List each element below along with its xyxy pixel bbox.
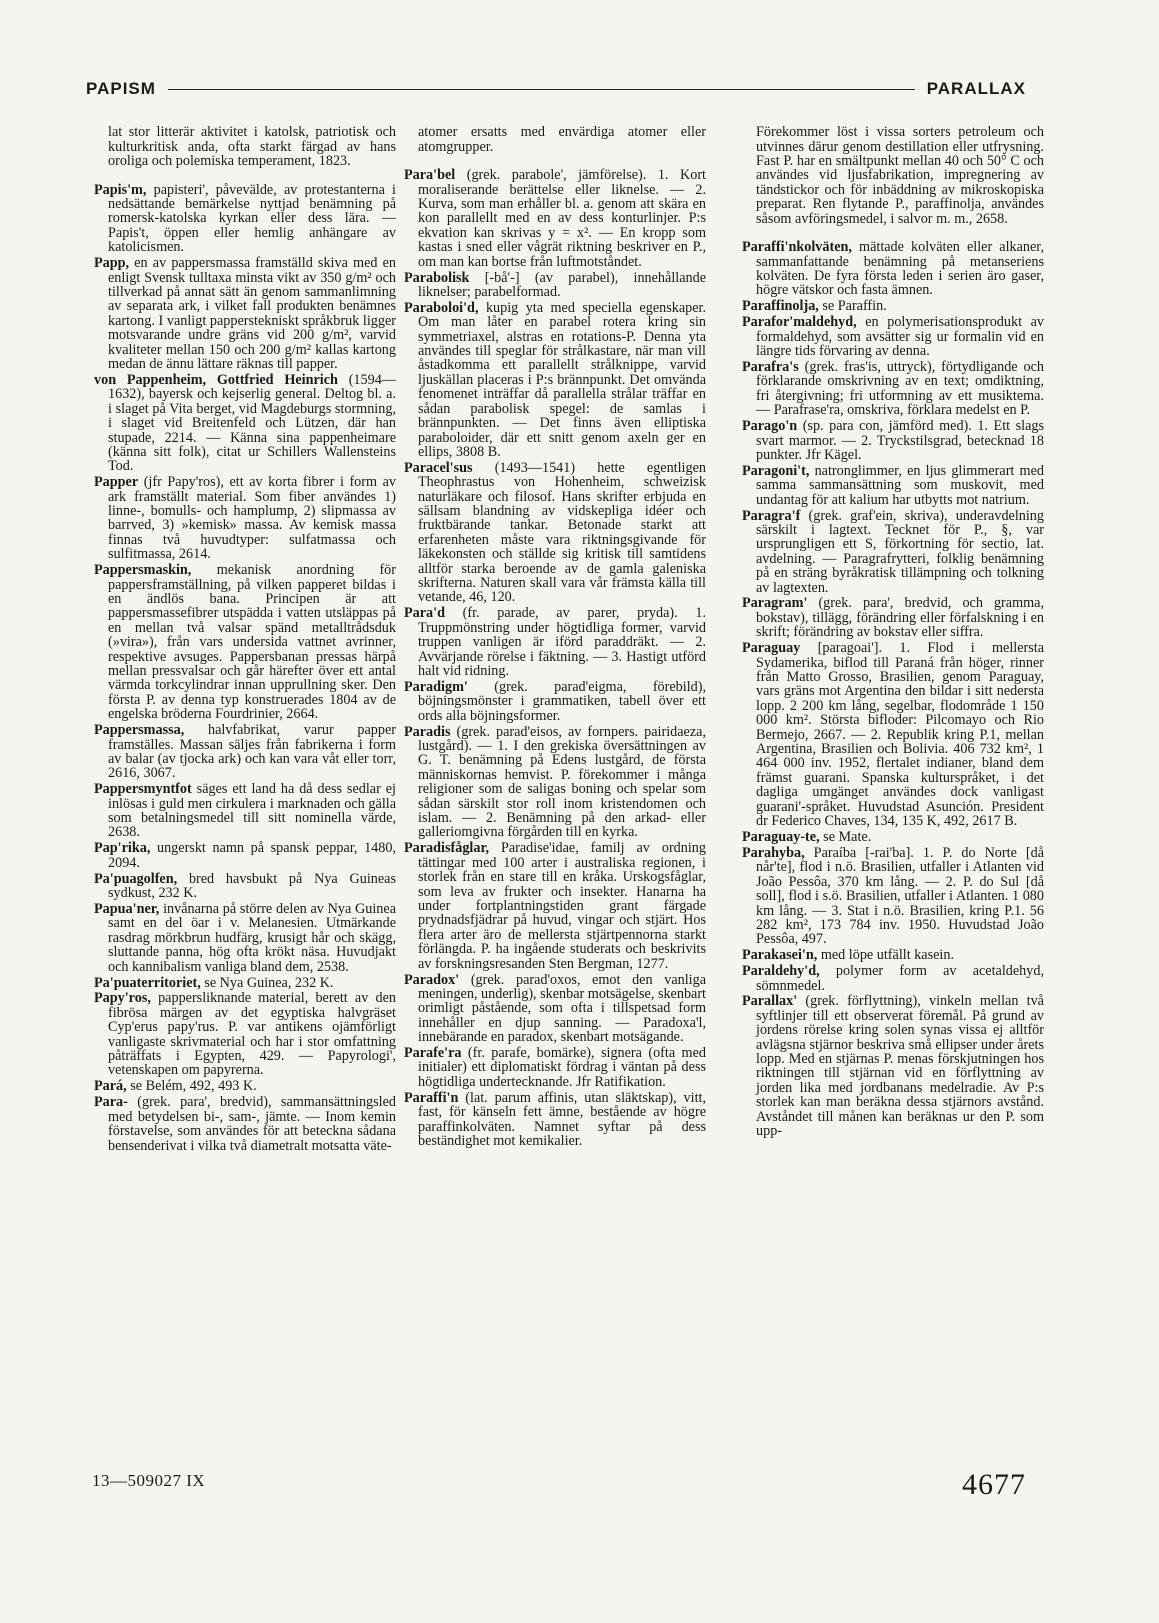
dictionary-entry <box>742 994 1044 1138</box>
running-header <box>86 76 1026 102</box>
entry-headword: Pa'puaterritoriet, <box>94 974 201 991</box>
entry-headword: Parallax' <box>742 993 798 1010</box>
entry-headword: Papy'ros, <box>94 990 151 1007</box>
dictionary-entry <box>742 596 1044 639</box>
entry-text: säges ett land ha då dess sedlar ej inlösas i guld men cirkulera i marknaden och gälla som betalningsmedel till sitt nominella värde, 2638. <box>108 781 396 841</box>
entry-headword: Paradis <box>404 723 451 740</box>
dictionary-entry <box>742 419 1044 462</box>
entry-text: (fr. parade, av parer, pryda). 1. Truppmönstring under högtidliga former, varvid truppen vanligen är iförd paraddräkt. — 2. Avvärjande rörelse i fäktning. — 3. Hastigt utförd halt vid ridning. <box>418 605 706 679</box>
entry-text: mättade kolväten eller alkaner, sammanfattande benämning på metanseriens kolväten. De fyra första leden i serien äro gaser, högre vätskor och fasta ämnen. <box>756 239 1044 299</box>
dictionary-entry <box>404 680 706 723</box>
entry-text: se Mate. <box>819 828 872 845</box>
entry-text: (grek. parad'eigma, förebild), böjningsmönster i grammatiken, tabell över ett ords alla böjningsformer. <box>418 678 706 724</box>
entry-text: (grek. parad'eisos, av fornpers. pairidaeza, lustgård). — 1. I den grekiska översättningen av G. T. benämning på Edens lustgård, de första människornas hemvist. P. förekommer i många religioner som de saligas boning och spelar som sådan särskilt stor roll inom kristendomen och islam. — 2. Benämning på den arkad- eller galleriomgivna förgården till en kyrka. <box>418 723 706 841</box>
dictionary-entry <box>404 461 706 605</box>
entry-headword: Pa'puagolfen, <box>94 870 178 887</box>
dictionary-entry <box>742 315 1044 358</box>
entry-headword: Parago'n <box>742 418 798 435</box>
column-3 <box>742 111 1044 1140</box>
dictionary-entry <box>404 301 706 459</box>
dictionary-entry <box>94 991 396 1077</box>
header-rule <box>168 89 915 90</box>
entry-text: natronglimmer, en ljus glimmerart med samma sammansättning som muskovit, med undantag för att kalium har utbytts mot natrium. <box>756 462 1044 508</box>
entry-continuation <box>404 125 706 154</box>
dictionary-entry <box>404 973 706 1045</box>
entry-headword: Parahyba, <box>742 844 805 861</box>
entry-text: polymer form av acetaldehyd, sömnmedel. <box>756 963 1044 994</box>
entry-headword: Paracel'sus <box>404 459 473 476</box>
dictionary-entry <box>404 1046 706 1089</box>
dictionary-entry <box>94 902 396 974</box>
entry-text: (grek. parabole', jämförelse). 1. Kort moraliserande berättelse eller liknelse. — 2. Kurva, som man erhåller bl. a. genom att skära en kon parallellt med en av dess konturlinjer. P:s ekvation kan skrivas y = x². — En kropp som kastas i sned eller vågrät riktning beskriver en P., om man kan bortse från luftmotståndet. <box>418 167 706 270</box>
entry-headword: Paraffinolja, <box>742 298 819 315</box>
entry-text: (grek. para', bredvid, och gramma, bokstav), tillägg, förändring eller förfalskning i en skrift; förändring av bokstav eller siffra. <box>756 595 1044 641</box>
entry-text: (grek. fras'is, uttryck), förtydligande och förklarande omskrivning av en text; omdiktning, fri återgivning; fri utformning av ett musiktema. — Parafrase'ra, omskriva, förklara medelst en P. <box>756 358 1044 419</box>
printer-signature: 13—509027 IX <box>92 1471 206 1490</box>
entry-headword: Paradox' <box>404 971 460 988</box>
entry-headword: Paraguay-te, <box>742 828 820 845</box>
entry-text: med löpe utfällt kasein. <box>817 947 954 964</box>
entry-text: Paraíba [-rai'ba]. 1. P. do Norte [då når'te], flod i n.ö. Brasilien, utfaller i Atlanten vid João Pessôa, 370 km lång. — 2. P. do Sul [då soll], flod i s.ö. Brasilien, utfaller i Atlanten. 1 080 km lång. — 3. Stat i n.ö. Brasilien, kring P.1. 56 282 km², 173 784 inv. 1950. Huvudstad João Pessôa, 497. <box>756 844 1044 948</box>
dictionary-entry <box>404 1091 706 1149</box>
entry-headword: Parabolisk <box>404 269 470 286</box>
dictionary-entry <box>94 1079 396 1093</box>
entry-text: atomer ersatts med envärdiga atomer eller atomgrupper. <box>418 124 706 155</box>
entry-text: (grek. förflyttning), vinkeln mellan två syftlinjer till ett observerat föremål. På grund av jordens rörelse kring solen synas vissa ej alltför avlägsna stjärnor beskriva små ellipser under årets lopp. Med en stjärnas P. menas förskjutningen hos riktningen till stjärnan vid en förflyttning av jorden lika med jordbanans medelradie. Av P:s storlek kan man beräkna dessa stjärnors avstånd. Avståndet till månen kan beräknas ur den P. som upp- <box>756 993 1044 1140</box>
dictionary-entry <box>94 976 396 990</box>
entry-headword: Paraffi'nkolväten, <box>742 239 852 256</box>
dictionary-entry <box>94 1095 396 1153</box>
dictionary-entry <box>94 183 396 255</box>
entry-headword: Parafe'ra <box>404 1045 462 1062</box>
entry-headword: Para'd <box>404 605 445 622</box>
entry-text: (jfr Papy'ros), ett av korta fibrer i form av ark framställt material. Som fiber användes 1) linne-, bomulls- och hamplump, 2) slipmassa av barrved, 3) »kemisk» massa. Av kemisk massa finnas två huvudtyper: sulfatmassa och sulfitmassa, 2614. <box>108 474 396 563</box>
dictionary-entry <box>94 256 396 371</box>
entry-text: (1594—1632), bayersk och kejserlig general. Deltog bl. a. i slaget på Vita berget, vid Magdeburgs stormning, i slaget vid Breitenfeld och Lützen, där han stupade, 2214. — Känna sina pappenheimare (känna sitt folk), citat ur Schillers Wallensteins Tod. <box>108 371 396 475</box>
dictionary-entry <box>404 725 706 840</box>
entry-headword: Parafra's <box>742 358 799 375</box>
entry-text: (fr. parafe, bomärke), signera (ofta med initialer) ett diplomatiskt fördrag i väntan på dess högtidliga undertecknande. Jfr Ratifikation. <box>418 1045 706 1090</box>
header-right-guide-word: PARALLAX <box>926 79 1026 98</box>
entry-text: (sp. para con, jämförd med). 1. Ett slags svart marmor. — 2. Tryckstilsgrad, betecknad 18 punkter. Jfr Kägel. <box>756 418 1044 463</box>
entry-continuation <box>94 125 396 168</box>
entry-text: lat stor litterär aktivitet i katolsk, patriotisk och kulturkritisk anda, ofta starkt färgad av hans oroliga och polemiska temperament, 1823. <box>108 124 396 169</box>
entry-text: (grek. graf'ein, skriva), underavdelning särskilt i lagtext. Tecknet för P., §, var ursprungligen ett S, förkortning för sectio, lat. avdelning. — Paragrafrytteri, folklig benämning på en sträng byråkratisk tillämpning och tolkning av lagtexten. <box>756 507 1044 596</box>
dictionary-entry <box>742 964 1044 993</box>
entry-headword: Parafor'maldehyd, <box>742 314 857 331</box>
entry-text: halvfabrikat, varur papper framställes. Massan säljes från fabrikerna i form av balar (av tjocka ark) och kan vara våt eller torr, 2616, 3067. <box>108 722 396 782</box>
entry-text: (grek. para', bredvid), sammansättningsled med betydelsen bi-, sam-, jämte. — Inom kemin förstavelse, som användes för att beteckna sådana bensenderivat i vilka två diametralt motsatta väte- <box>108 1094 396 1154</box>
entry-headword: Pappersmyntfot <box>94 781 192 798</box>
entry-text: Paradise'idae, familj av ordning tättingar med 100 arter i australiska regionen, i storlek från en stare till en kråka. Urskogsfåglar, som leva av frukter och insekter. Hanarna ha under fortplantningstiden grant färgade prydnadsfjädrar på huvud, vingar och stjärt. Hos flera arter äro de mellersta stjärtpennorna starkt förlängda. P. ha ingående studerats och beskrivits av forskningsresanden Sten Bergman, 1277. <box>418 840 706 972</box>
dictionary-entry <box>742 240 1044 298</box>
dictionary-entry <box>94 563 396 721</box>
entry-headword: Para'bel <box>404 167 456 184</box>
entry-headword: Papp, <box>94 255 130 272</box>
entry-text: (lat. parum affinis, utan släktskap), vitt, fast, för känseln fett ämne, bestående av högre paraffinkolväten. Namnet syftar på dess beständighet mot kemikalier. <box>418 1089 706 1149</box>
column-2 <box>404 111 706 1150</box>
entry-continuation <box>742 125 1044 226</box>
entry-text: kupig yta med speciella egenskaper. Om man låter en parabel rotera kring sin symmetriaxel, alstras en rotations-P. Denna yta användes till speglar för strålkastare, när man vill åstadkomma ett parallellt strålknippe, varvid ljuskällan placeras i P:s brännpunkt. Det omvända fenomenet inträffar då parallella strålar träffar en sådan parabolisk spegel: de samlas i brännpunkten. — Det finns även elliptiska paraboloider, där ett snitt genom axeln ger en ellips, 3808 B. <box>418 299 706 460</box>
entry-headword: Paraffi'n <box>404 1089 459 1106</box>
dictionary-entry <box>742 830 1044 844</box>
entry-text: papisteri', påvevälde, av protestanterna i nedsättande bemärkelse nyttjad benämning på romersk-katolska kyrkan eller dess lära. — Papis't, öppen eller hemlig anhängare av katolicismen. <box>108 181 396 256</box>
dictionary-entry <box>404 841 706 971</box>
dictionary-entry <box>742 464 1044 507</box>
entry-headword: Paraguay <box>742 640 801 657</box>
entry-headword: Para- <box>94 1094 128 1111</box>
entry-text: en polymerisationsprodukt av formaldehyd, som avsätter sig ur formalin vid en längre tids förvaring av denna. <box>756 314 1044 360</box>
entry-headword: Papis'm, <box>94 181 147 198</box>
dictionary-entry <box>94 475 396 561</box>
entry-text: [-bå'-] (av parabel), innehållande liknelser; parabelformad. <box>418 269 706 300</box>
entry-text: mekanisk anordning för pappersframställning, på vilken papperet bildas i en ändlös bana. Principen är att pappersmassefibrer utspädda i vatten utsläppas på en mellan två valsar spänd metalltrådsduk (»vira»), från vars undersida vattnet avrinner, respektive avsuges. Pappersbanan pressas härpå mellan pressvalsar och går härefter över ett antal värmda torkcylindrar innan upprullning sker. Den första P. av denna typ konstruerades 1804 av de engelska bröderna Fourdrinier, 2664. <box>108 562 396 723</box>
entry-text: se Belém, 492, 493 K. <box>126 1078 257 1095</box>
entry-headword: Paragram' <box>742 595 808 612</box>
dictionary-entry <box>94 723 396 781</box>
column-1 <box>94 111 396 1154</box>
entry-text: [paragoai']. 1. Flod i mellersta Sydamerika, biflod till Paraná från höger, rinner från Matto Grosso, Brasilien, genom Paraguay, vars gräns mot Argentina den bildar i sitt nedersta lopp. 2 200 km lång, segelbar, flodområde 1 150 000 km². Största bifloder: Pilcomayo och Rio Bermejo, 2667. — 2. Republik kring P.1, mellan Argentina, Brasilien och Bolivia. 406 732 km², 1 464 000 inv. 1952, flertalet indianer, bland dem främst guarani. Spanska kulturspråket, i det dagliga umgänget användes dock vanligast guarani'-språket. Huvudstad Asunción. President dr Federico Chaves, 134, 135 K, 492, 2617 B. <box>756 640 1044 830</box>
entry-text: ungerskt namn på spansk peppar, 1480, 2094. <box>108 840 396 871</box>
entry-headword: Papua'ner, <box>94 901 160 917</box>
entry-headword: Parakasei'n, <box>742 947 818 964</box>
dictionary-entry <box>742 509 1044 595</box>
entry-headword: Paradisfåglar, <box>404 840 489 857</box>
entry-headword: Paradigm' <box>404 678 468 695</box>
entry-headword: von Pappenheim, Gottfried Heinrich <box>94 371 338 388</box>
dictionary-entry <box>94 872 396 901</box>
entry-headword: Papper <box>94 474 139 491</box>
entry-text: Förekommer löst i vissa sorters petroleum och utvinnes därur genom destillation eller utfrysning. Fast P. har en smältpunkt mellan 40 och 50° C och användes vid ljusfabrikation, impregnering av tändstickor och för inbäddning av mikroskopiska preparat. Ren flytande P., paraffinolja, användes såsom avföringsmedel, i salvor m. m., 2658. <box>756 124 1044 227</box>
dictionary-entry <box>742 846 1044 947</box>
dictionary-entry <box>742 360 1044 418</box>
entry-text: invånarna på större delen av Nya Guinea samt en del öar i v. Melanesien. Utmärkande rasdrag mörkbrun hudfärg, krusigt hår och skägg, sluttande panna, hög ofta krökt näsa. Huvudjakt och kannibalism vanliga bland dem, 2538. <box>108 901 396 975</box>
dictionary-entry <box>404 168 706 269</box>
entry-text: (1493—1541) hette egentligen Theophrastus von Hohenheim, schweizisk naturläkare och filosof. Hans skrifter erbjuda en sällsam blandning av vidskepliga idéer och fruktbärande tankar. Betonade starkt att erfarenheten måste vara riktningsgivande för läkekonsten och ställde sig kritisk till samtidens alltför starka beroende av de gamla galeniska skrifterna. Naturen skall vara vår främsta källa till vetande, 46, 120. <box>418 459 706 606</box>
entry-text: en av pappersmassa framställd skiva med en enligt Svensk tulltaxa minsta vikt av 350 g/m² och tillverkad på annat sätt än genom sammanlimning av separata ark, i vilket fall produkten benämnes kartong. I vanligt papperstekniskt språkbruk ligger motsvarande undre gräns vid 200 g/m², varvid kvaliteter mellan 150 och 200 g/m² kallas kartong medan de ännu lättare räknas till papper. <box>108 255 396 372</box>
header-left-guide-word: PAPISM <box>86 79 156 98</box>
entry-text: se Paraffin. <box>818 298 887 315</box>
entry-text: bred havsbukt på Nya Guineas sydkust, 232 K. <box>108 870 396 902</box>
dictionary-entry <box>94 841 396 870</box>
dictionary-entry <box>404 271 706 300</box>
entry-headword: Pappersmassa, <box>94 722 185 739</box>
entry-headword: Paragoni't, <box>742 462 810 479</box>
dictionary-entry <box>742 641 1044 828</box>
entry-text: (grek. parad'oxos, emot den vanliga meningen, underlig), skenbar motsägelse, skenbart orimligt påstående, som ofta i tillspetsad form innehåller en djup sanning. — Paradoxa'l, innebärande en paradox, skenbart motsägande. <box>418 971 707 1046</box>
entry-headword: Pappersmaskin, <box>94 562 192 579</box>
entry-headword: Paraldehy'd, <box>742 963 820 980</box>
dictionary-entry <box>742 299 1044 313</box>
entry-headword: Pap'rika, <box>94 840 151 857</box>
dictionary-entry <box>94 373 396 474</box>
page-number: 4677 <box>962 1468 1026 1501</box>
entry-text: pappersliknande material, berett av den fibrösa märgen av det egyptiska halvgräset Cyp'erus papy'rus. P. var antikens ojämförligt vanligaste skrivmaterial och har i stor omfattning påträffats i Egypten, 429. — Papyrologi', vetenskapen om papyrerna. <box>108 990 396 1079</box>
entry-headword: Paragra'f <box>742 507 801 524</box>
dictionary-entry <box>404 606 706 678</box>
entry-text: se Nya Guinea, 232 K. <box>200 974 334 991</box>
dictionary-entry <box>742 948 1044 962</box>
entry-headword: Paraboloi'd, <box>404 299 479 316</box>
entry-headword: Pará, <box>94 1078 127 1095</box>
dictionary-entry <box>94 782 396 840</box>
